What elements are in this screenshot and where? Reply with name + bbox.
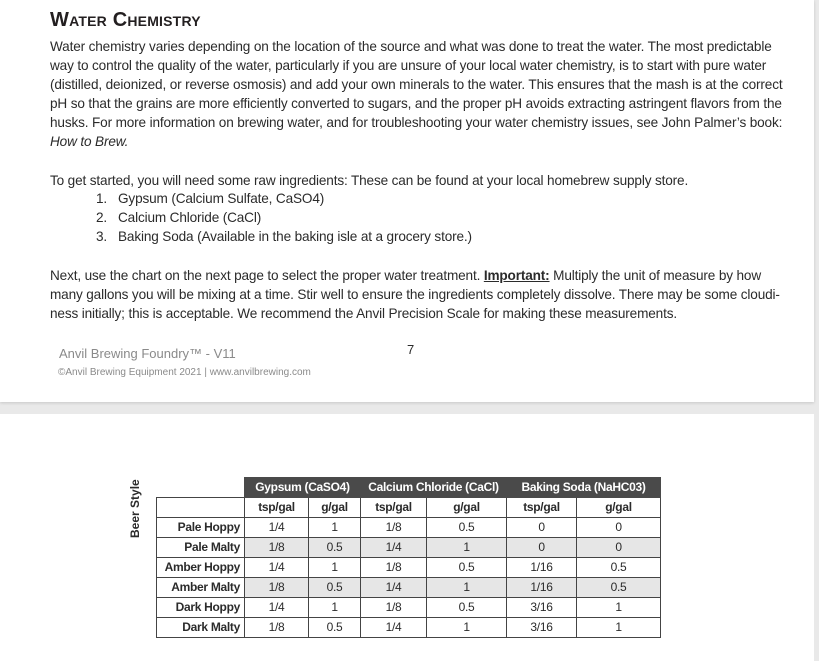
group-header-calcium-chloride: Calcium Chloride (CaCl) [361, 478, 507, 498]
table-cell: 0.5 [309, 537, 361, 557]
table-cell: 1/4 [361, 537, 427, 557]
beer-style-label: Pale Hoppy [157, 517, 245, 537]
table-cell: 1 [427, 577, 507, 597]
table-cell: 0 [507, 537, 577, 557]
instructions-paragraph: Next, use the chart on the next page to select the proper water treatment. Important: Multiply the unit of measure by how many gallons you will be mixing at a time. Stir well to ensure the ingredients completely dissolve. There may be some cloudi-ness initially; this is acceptable. We recommend the Anvil Precision Scale for making these measurements. [50, 268, 780, 321]
table-row [157, 517, 661, 537]
table-cell: 1 [309, 557, 361, 577]
beer-style-label: Amber Malty [157, 577, 245, 597]
table-row [157, 597, 661, 617]
table-row [157, 537, 661, 557]
beer-style-label: Dark Hoppy [157, 597, 245, 617]
table-cell: 1 [427, 617, 507, 637]
table-cell: 1 [309, 597, 361, 617]
group-header-row [157, 478, 661, 498]
list-item: 1. Gypsum (Calcium Sulfate, CaSO4) [96, 191, 325, 206]
table-cell: 0.5 [309, 577, 361, 597]
table-row [157, 557, 661, 577]
ingredients-intro: To get started, you will need some raw ingredients: These can be found at your local homebrew supply store. [50, 173, 689, 188]
table-cell: 1/8 [245, 617, 309, 637]
ingredients-list [96, 189, 472, 246]
table-cell: 0.5 [577, 577, 661, 597]
beer-style-label: Pale Malty [157, 537, 245, 557]
footer-copyright: ©Anvil Brewing Equipment 2021 | www.anvilbrewing.com [58, 367, 311, 378]
table-cell: 1 [309, 517, 361, 537]
table-cell: 3/16 [507, 617, 577, 637]
table-cell: 1/8 [361, 597, 427, 617]
unit-header-row [157, 497, 661, 517]
table-cell: 1/4 [245, 597, 309, 617]
table-row [157, 577, 661, 597]
intro-text: Water chemistry varies depending on the location of the source and what was done to treat the water. The most predictable way to control the quality of the water, particularly if you are unsure of your local water chemistry, is to start with pure water (distilled, deionized, or reverse osmosis) and add your own minerals to the water. This ensures that the mash is at the correct pH so that the grains are more efficiently converted to sugars, and the proper pH avoids extracting astringent flavors from the husks. For more information on brewing water, and for troubleshooting your water chemistry issues, see John Palmer’s book: [50, 39, 783, 130]
table-cell: 1/8 [245, 537, 309, 557]
beer-style-label: Amber Hoppy [157, 557, 245, 577]
group-header-gypsum: Gypsum (CaSO4) [245, 478, 361, 498]
list-item: 3. Baking Soda (Available in the baking isle at a grocery store.) [96, 229, 472, 244]
footer-title: Anvil Brewing Foundry™ - V11 [59, 346, 236, 361]
table-cell: 0 [577, 537, 661, 557]
important-label: Important: [483, 268, 550, 283]
section-heading: Water Chemistry [50, 9, 201, 31]
table-cell: 0.5 [427, 517, 507, 537]
table-cell: 1 [577, 597, 661, 617]
intro-paragraph [50, 37, 785, 151]
table-cell: 0 [577, 517, 661, 537]
table-cell: 0.5 [577, 557, 661, 577]
table-cell: 1/16 [507, 577, 577, 597]
beer-style-label: Dark Malty [157, 617, 245, 637]
table-cell: 1/4 [361, 617, 427, 637]
list-item: 2. Calcium Chloride (CaCl) [96, 210, 262, 225]
group-header-baking-soda: Baking Soda (NaHC03) [507, 478, 661, 498]
beer-style-axis-label: Beer Style [128, 479, 142, 538]
unit-header: g/gal [427, 497, 507, 517]
table-cell: 1/4 [245, 517, 309, 537]
table-cell: 1/4 [361, 577, 427, 597]
table-cell: 1/4 [245, 557, 309, 577]
page-8 [0, 414, 814, 661]
page-number: 7 [407, 342, 415, 357]
table-cell: 1/8 [361, 517, 427, 537]
unit-header: tsp/gal [361, 497, 427, 517]
unit-header: g/gal [309, 497, 361, 517]
unit-header: tsp/gal [507, 497, 577, 517]
water-treatment-table [156, 477, 661, 638]
table-cell: 0.5 [427, 597, 507, 617]
unit-header: tsp/gal [245, 497, 309, 517]
table-cell: 3/16 [507, 597, 577, 617]
table-cell: 0 [507, 517, 577, 537]
table-cell: 1 [577, 617, 661, 637]
table-cell: 1 [427, 537, 507, 557]
book-title: How to Brew. [50, 134, 129, 149]
table-cell: 0.5 [427, 557, 507, 577]
table-cell: 1/16 [507, 557, 577, 577]
table-cell: 0.5 [309, 617, 361, 637]
table-cell: 1/8 [361, 557, 427, 577]
table-cell: 1/8 [245, 577, 309, 597]
table-row [157, 617, 661, 637]
unit-header: g/gal [577, 497, 661, 517]
